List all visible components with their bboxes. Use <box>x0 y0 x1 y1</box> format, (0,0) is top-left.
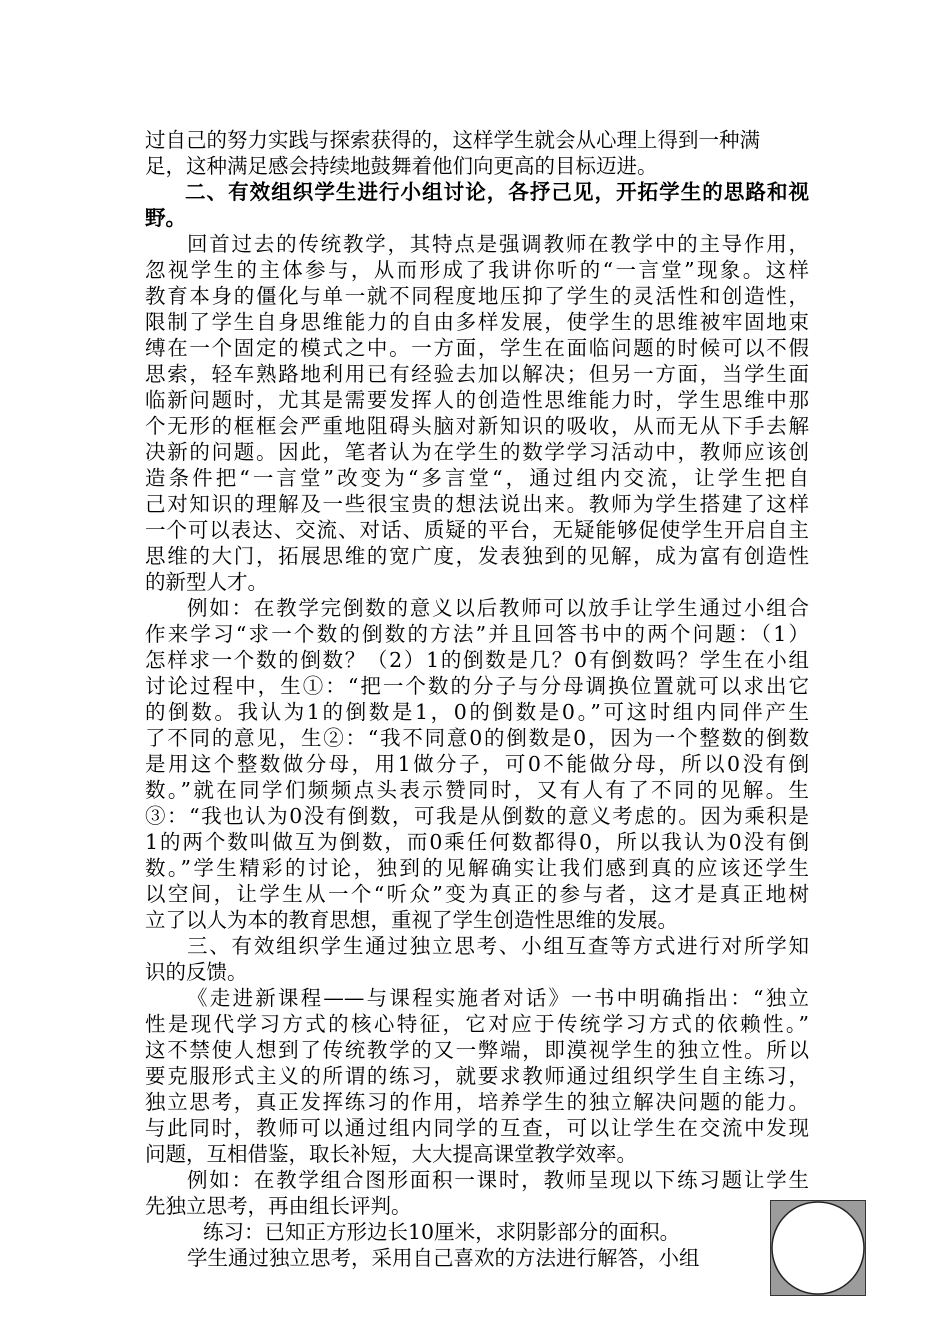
inscribed-circle-diagram <box>771 1201 865 1295</box>
text-line: 立了以人为本的教育思想，重视了学生创造性思维的发展。 <box>145 908 678 932</box>
section-heading-3: 三、有效组织学生通过独立思考、小组互查等方式进行对所学知 <box>187 934 809 958</box>
text-line: 讨论过程中，生①：“把一个数的分子与分母调换位置就可以求出它 <box>145 674 809 698</box>
text-line: 限制了学生自身思维能力的自由多样发展，使学生的思维被牢固地束 <box>145 310 809 334</box>
text-line: 造条件把“一言堂”改变为“多言堂“，通过组内交流，让学生把自 <box>145 466 809 490</box>
text-line: 数。”就在同学们频频点头表示赞同时，又有人有了不同的见解。生 <box>145 778 809 802</box>
text-line: 个无形的框框会严重地阻碍头脑对新知识的吸收，从而无从下手去解 <box>145 414 809 438</box>
text-line: 这不禁使人想到了传统教学的又一弊端，即漠视学生的独立性。所以 <box>145 1038 809 1062</box>
text-line: 1的两个数叫做互为倒数，而0乘任何数都得0，所以我认为0没有倒 <box>145 830 809 854</box>
inscribed-circle <box>772 1202 864 1294</box>
text-line: 缚在一个固定的模式之中。一方面，学生在面临问题的时候可以不假 <box>145 336 809 360</box>
text-line: 作来学习“求一个数的倒数的方法”并且回答书中的两个问题：（1） <box>145 622 809 646</box>
text-line: 例如：在教学完倒数的意义以后教师可以放手让学生通过小组合 <box>187 596 809 620</box>
text-line: 决新的问题。因此，笔者认为在学生的数学学习活动中，教师应该创 <box>145 440 809 464</box>
text-line: 临新问题时，尤其是需要发挥人的创造性思维能力时，学生思维中那 <box>145 388 809 412</box>
text-line: 数。”学生精彩的讨论，独到的见解确实让我们感到真的应该还学生 <box>145 856 809 880</box>
text-line: 的新型人才。 <box>145 570 268 594</box>
text-line: 思维的大门，拓展思维的宽广度，发表独到的见解，成为富有创造性 <box>145 544 809 568</box>
text-line: 先独立思考，再由组长评判。 <box>145 1194 412 1218</box>
text-line: 一个可以表达、交流、对话、质疑的平台，无疑能够促使学生开启自主 <box>145 518 809 542</box>
text-line: 的倒数。我认为1的倒数是1，0的倒数是0。”可这时组内同伴产生 <box>145 700 809 724</box>
text-line: 回首过去的传统教学，其特点是强调教师在教学中的主导作用， <box>187 232 809 256</box>
text-line: 问题，互相借鉴，取长补短，大大提高课堂教学效率。 <box>145 1142 637 1166</box>
text-line: 《走进新课程——与课程实施者对话》一书中明确指出：“独立 <box>187 986 809 1010</box>
text-line: 了不同的意见，生②：“我不同意0的倒数是0，因为一个整数的倒数 <box>145 726 809 750</box>
exercise-line: 练习：已知正方形边长10厘米，求阴影部分的面积。 <box>203 1220 681 1244</box>
text-line: 要克服形式主义的所谓的练习，就要求教师通过组织学生自主练习， <box>145 1064 809 1088</box>
text-line: 思索，轻车熟路地利用已有经验去加以解决；但另一方面，当学生面 <box>145 362 809 386</box>
text-line: 例如：在教学组合图形面积一课时，教师呈现以下练习题让学生 <box>187 1168 809 1192</box>
text-line: 过自己的努力实践与探索获得的，这样学生就会从心理上得到一种满 <box>145 128 760 152</box>
section-heading-2: 二、有效组织学生进行小组讨论，各抒己见，开拓学生的思路和视 <box>185 180 809 204</box>
text-line: 怎样求一个数的倒数？（2）1的倒数是几？0有倒数吗？学生在小组 <box>145 648 809 672</box>
square-circle-figure <box>770 1200 866 1296</box>
text-line: 以空间，让学生从一个“听众”变为真正的参与者，这才是真正地树 <box>145 882 809 906</box>
text-line: 与此同时，教师可以通过组内同学的互查，可以让学生在交流中发现 <box>145 1116 809 1140</box>
text-line: 独立思考，真正发挥练习的作用，培养学生的独立解决问题的能力。 <box>145 1090 809 1114</box>
text-line: 足，这种满足感会持续地鼓舞着他们向更高的目标迈进。 <box>145 154 658 178</box>
text-line: 是用这个整数做分母，用1做分子，可0不能做分母，所以0没有倒 <box>145 752 809 776</box>
text-line: 忽视学生的主体参与，从而形成了我讲你听的“一言堂”现象。这样 <box>145 258 809 282</box>
section-heading-2-cont: 野。 <box>145 206 186 230</box>
text-line: 己对知识的理解及一些很宝贵的想法说出来。教师为学生搭建了这样 <box>145 492 809 516</box>
text-line: 性是现代学习方式的核心特征，它对应于传统学习方式的依赖性。” <box>145 1012 809 1036</box>
text-line: ③：“我也认为0没有倒数，可我是从倒数的意义考虑的。因为乘积是 <box>145 804 809 828</box>
text-line: 学生通过独立思考，采用自己喜欢的方法进行解答，小组 <box>187 1246 700 1270</box>
text-line: 教育本身的僵化与单一就不同程度地压抑了学生的灵活性和创造性， <box>145 284 809 308</box>
section-heading-3-cont: 识的反馈。 <box>145 960 248 984</box>
